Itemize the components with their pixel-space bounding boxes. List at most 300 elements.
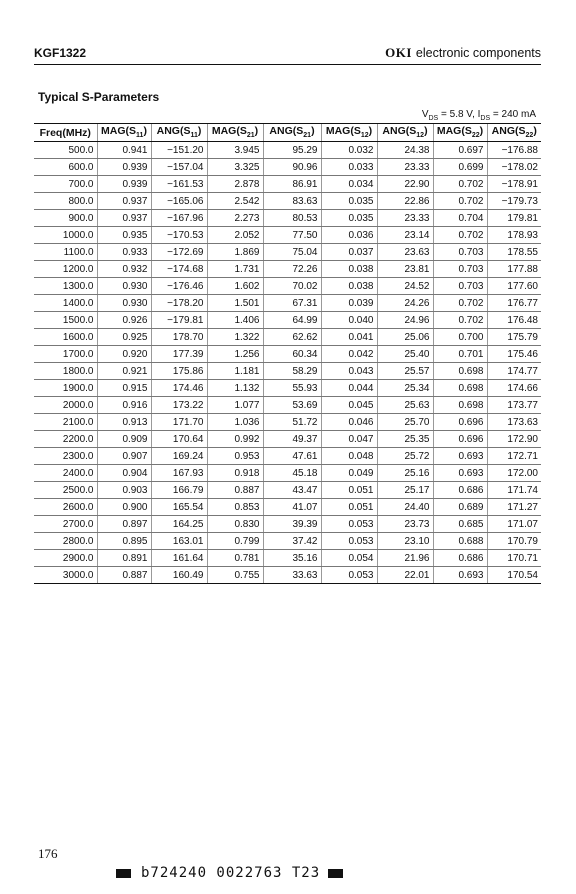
table-cell: −179.73 bbox=[487, 193, 541, 210]
column-header bbox=[487, 124, 541, 142]
column-header-close: ) bbox=[424, 125, 428, 138]
table-cell: 2.878 bbox=[207, 176, 263, 193]
table-cell: 0.913 bbox=[97, 414, 151, 431]
table-row bbox=[34, 176, 541, 193]
column-header bbox=[321, 124, 377, 142]
table-cell: 2300.0 bbox=[34, 448, 97, 465]
table-cell: 0.033 bbox=[321, 159, 377, 176]
barcode-line bbox=[116, 865, 343, 881]
ids-value: = 240 mA bbox=[490, 109, 536, 120]
table-cell: 2100.0 bbox=[34, 414, 97, 431]
column-header-base: Freq(MHz) bbox=[39, 126, 91, 139]
section-title: Typical S-Parameters bbox=[38, 90, 160, 104]
page-number: 176 bbox=[38, 846, 58, 861]
table-cell: −178.02 bbox=[487, 159, 541, 176]
column-header-close: ) bbox=[143, 125, 147, 138]
table-cell: 3.325 bbox=[207, 159, 263, 176]
table-cell: 167.93 bbox=[151, 465, 207, 482]
table-cell: 62.62 bbox=[263, 329, 321, 346]
table-cell: 23.63 bbox=[377, 244, 433, 261]
table-cell: 0.035 bbox=[321, 193, 377, 210]
table-cell: 171.70 bbox=[151, 414, 207, 431]
table-cell: 0.992 bbox=[207, 431, 263, 448]
table-cell: 1500.0 bbox=[34, 312, 97, 329]
table-cell: 60.34 bbox=[263, 346, 321, 363]
table-cell: 24.26 bbox=[377, 295, 433, 312]
table-cell: 0.686 bbox=[433, 550, 487, 567]
table-cell: 0.035 bbox=[321, 210, 377, 227]
table-cell: 0.900 bbox=[97, 499, 151, 516]
table-row bbox=[34, 499, 541, 516]
table-cell: 77.50 bbox=[263, 227, 321, 244]
table-cell: 35.16 bbox=[263, 550, 321, 567]
table-cell: 1.256 bbox=[207, 346, 263, 363]
table-row bbox=[34, 516, 541, 533]
table-cell: 1100.0 bbox=[34, 244, 97, 261]
table-cell: 0.042 bbox=[321, 346, 377, 363]
table-cell: 0.853 bbox=[207, 499, 263, 516]
table-cell: 2000.0 bbox=[34, 397, 97, 414]
table-cell: 0.053 bbox=[321, 516, 377, 533]
table-cell: 1.322 bbox=[207, 329, 263, 346]
table-cell: 0.037 bbox=[321, 244, 377, 261]
table-header-row bbox=[34, 124, 541, 142]
table-cell: 0.755 bbox=[207, 567, 263, 584]
column-header-close: ) bbox=[533, 125, 537, 138]
table-cell: 171.74 bbox=[487, 482, 541, 499]
column-header bbox=[97, 124, 151, 142]
block-mark-right bbox=[328, 869, 343, 878]
table-cell: 0.688 bbox=[433, 533, 487, 550]
table-cell: 37.42 bbox=[263, 533, 321, 550]
table-row bbox=[34, 482, 541, 499]
table-cell: 64.99 bbox=[263, 312, 321, 329]
column-header-sub: 22 bbox=[525, 132, 534, 140]
table-cell: 1.869 bbox=[207, 244, 263, 261]
table-cell: 0.698 bbox=[433, 397, 487, 414]
table-cell: 170.64 bbox=[151, 431, 207, 448]
table-row bbox=[34, 550, 541, 567]
table-cell: 170.79 bbox=[487, 533, 541, 550]
table-cell: 0.941 bbox=[97, 142, 151, 159]
table-cell: 174.77 bbox=[487, 363, 541, 380]
table-row bbox=[34, 414, 541, 431]
table-cell: 0.046 bbox=[321, 414, 377, 431]
table-cell: 0.704 bbox=[433, 210, 487, 227]
table-cell: 175.79 bbox=[487, 329, 541, 346]
table-cell: 174.46 bbox=[151, 380, 207, 397]
table-cell: 23.33 bbox=[377, 210, 433, 227]
table-cell: 2900.0 bbox=[34, 550, 97, 567]
table-cell: 0.903 bbox=[97, 482, 151, 499]
table-cell: 2.273 bbox=[207, 210, 263, 227]
vds-value: = 5.8 V, bbox=[438, 109, 478, 120]
table-cell: 0.703 bbox=[433, 261, 487, 278]
column-header bbox=[433, 124, 487, 142]
table-cell: −176.88 bbox=[487, 142, 541, 159]
table-row bbox=[34, 278, 541, 295]
table-cell: 45.18 bbox=[263, 465, 321, 482]
table-cell: 24.52 bbox=[377, 278, 433, 295]
table-cell: 23.33 bbox=[377, 159, 433, 176]
table-cell: 0.685 bbox=[433, 516, 487, 533]
table-cell: 0.891 bbox=[97, 550, 151, 567]
table-cell: 0.049 bbox=[321, 465, 377, 482]
table-cell: 179.81 bbox=[487, 210, 541, 227]
table-cell: 0.904 bbox=[97, 465, 151, 482]
table-cell: −161.53 bbox=[151, 176, 207, 193]
table-cell: −178.91 bbox=[487, 176, 541, 193]
column-header-base: ANG(S bbox=[382, 125, 417, 138]
table-cell: 0.036 bbox=[321, 227, 377, 244]
column-header-base: MAG(S bbox=[325, 125, 361, 138]
table-row bbox=[34, 533, 541, 550]
table-cell: 0.939 bbox=[97, 159, 151, 176]
table-cell: 25.40 bbox=[377, 346, 433, 363]
table-cell: 23.73 bbox=[377, 516, 433, 533]
table-cell: 24.40 bbox=[377, 499, 433, 516]
table-cell: 0.937 bbox=[97, 210, 151, 227]
table-cell: 0.702 bbox=[433, 176, 487, 193]
table-cell: 0.939 bbox=[97, 176, 151, 193]
table-row bbox=[34, 465, 541, 482]
table-cell: 47.61 bbox=[263, 448, 321, 465]
table-cell: 172.71 bbox=[487, 448, 541, 465]
table-cell: 49.37 bbox=[263, 431, 321, 448]
table-cell: 1.181 bbox=[207, 363, 263, 380]
column-header-sub: 21 bbox=[303, 132, 312, 140]
table-cell: 0.047 bbox=[321, 431, 377, 448]
table-cell: 0.935 bbox=[97, 227, 151, 244]
table-cell: 25.57 bbox=[377, 363, 433, 380]
table-cell: 177.88 bbox=[487, 261, 541, 278]
table-cell: 86.91 bbox=[263, 176, 321, 193]
table-cell: 0.895 bbox=[97, 533, 151, 550]
s-parameter-table bbox=[34, 123, 541, 584]
table-cell: −170.53 bbox=[151, 227, 207, 244]
table-cell: 25.16 bbox=[377, 465, 433, 482]
table-cell: 23.10 bbox=[377, 533, 433, 550]
table-cell: 1.501 bbox=[207, 295, 263, 312]
table-cell: 0.920 bbox=[97, 346, 151, 363]
table-cell: −178.20 bbox=[151, 295, 207, 312]
table-cell: 23.14 bbox=[377, 227, 433, 244]
table-cell: 166.79 bbox=[151, 482, 207, 499]
table-cell: 0.051 bbox=[321, 499, 377, 516]
table-cell: 174.66 bbox=[487, 380, 541, 397]
table-cell: 25.06 bbox=[377, 329, 433, 346]
table-cell: 0.953 bbox=[207, 448, 263, 465]
table-cell: 0.696 bbox=[433, 431, 487, 448]
table-cell: 0.897 bbox=[97, 516, 151, 533]
table-cell: 75.04 bbox=[263, 244, 321, 261]
column-header-base: MAG(S bbox=[211, 125, 247, 138]
table-cell: 2700.0 bbox=[34, 516, 97, 533]
page-header bbox=[34, 44, 541, 65]
column-header-base: MAG(S bbox=[436, 125, 472, 138]
table-cell: 0.925 bbox=[97, 329, 151, 346]
table-cell: 0.039 bbox=[321, 295, 377, 312]
table-cell: 22.90 bbox=[377, 176, 433, 193]
table-cell: 0.699 bbox=[433, 159, 487, 176]
table-cell: 171.07 bbox=[487, 516, 541, 533]
table-cell: 0.932 bbox=[97, 261, 151, 278]
table-cell: 900.0 bbox=[34, 210, 97, 227]
table-cell: 164.25 bbox=[151, 516, 207, 533]
table-row bbox=[34, 193, 541, 210]
column-header-sub: 11 bbox=[136, 132, 144, 140]
table-cell: 0.781 bbox=[207, 550, 263, 567]
table-cell: −176.46 bbox=[151, 278, 207, 295]
table-cell: 0.697 bbox=[433, 142, 487, 159]
table-cell: 0.930 bbox=[97, 295, 151, 312]
table-cell: 39.39 bbox=[263, 516, 321, 533]
table-cell: −179.81 bbox=[151, 312, 207, 329]
table-cell: 43.47 bbox=[263, 482, 321, 499]
table-cell: 177.60 bbox=[487, 278, 541, 295]
table-cell: 0.693 bbox=[433, 448, 487, 465]
column-header-close: ) bbox=[197, 125, 202, 138]
table-cell: 700.0 bbox=[34, 176, 97, 193]
table-cell: 0.044 bbox=[321, 380, 377, 397]
table-cell: 178.70 bbox=[151, 329, 207, 346]
table-cell: −151.20 bbox=[151, 142, 207, 159]
table-row bbox=[34, 380, 541, 397]
table-cell: 1200.0 bbox=[34, 261, 97, 278]
table-cell: 25.17 bbox=[377, 482, 433, 499]
table-cell: 1600.0 bbox=[34, 329, 97, 346]
table-cell: 0.034 bbox=[321, 176, 377, 193]
part-number: KGF1322 bbox=[34, 46, 87, 60]
table-row bbox=[34, 142, 541, 159]
table-cell: 53.69 bbox=[263, 397, 321, 414]
table-cell: −167.96 bbox=[151, 210, 207, 227]
table-cell: 3000.0 bbox=[34, 567, 97, 584]
table-cell: 25.70 bbox=[377, 414, 433, 431]
column-header-close: ) bbox=[254, 125, 259, 138]
table-cell: 72.26 bbox=[263, 261, 321, 278]
table-cell: 25.72 bbox=[377, 448, 433, 465]
table-cell: 175.46 bbox=[487, 346, 541, 363]
table-cell: 800.0 bbox=[34, 193, 97, 210]
column-header-close: ) bbox=[368, 125, 373, 138]
table-cell: 172.00 bbox=[487, 465, 541, 482]
table-cell: 178.55 bbox=[487, 244, 541, 261]
table-cell: 2500.0 bbox=[34, 482, 97, 499]
table-cell: 173.22 bbox=[151, 397, 207, 414]
column-header-sub: 21 bbox=[246, 132, 255, 140]
ids-label: I bbox=[477, 109, 481, 120]
table-cell: 0.043 bbox=[321, 363, 377, 380]
table-cell: 0.045 bbox=[321, 397, 377, 414]
table-row bbox=[34, 312, 541, 329]
table-cell: 70.02 bbox=[263, 278, 321, 295]
table-cell: 0.799 bbox=[207, 533, 263, 550]
table-cell: 0.693 bbox=[433, 465, 487, 482]
table-cell: 0.703 bbox=[433, 244, 487, 261]
table-cell: 83.63 bbox=[263, 193, 321, 210]
table-body bbox=[34, 142, 541, 584]
table-row bbox=[34, 159, 541, 176]
table-cell: 0.930 bbox=[97, 278, 151, 295]
table-cell: 0.703 bbox=[433, 278, 487, 295]
barcode-text: b724240 0022763 T23 bbox=[141, 865, 321, 881]
table-cell: 175.86 bbox=[151, 363, 207, 380]
table-row bbox=[34, 567, 541, 584]
table-cell: 41.07 bbox=[263, 499, 321, 516]
table-cell: 1000.0 bbox=[34, 227, 97, 244]
table-cell: 55.93 bbox=[263, 380, 321, 397]
table-cell: 173.77 bbox=[487, 397, 541, 414]
table-cell: 0.048 bbox=[321, 448, 377, 465]
table-row bbox=[34, 346, 541, 363]
table-cell: 90.96 bbox=[263, 159, 321, 176]
table-cell: −174.68 bbox=[151, 261, 207, 278]
column-header bbox=[207, 124, 263, 142]
table-cell: 163.01 bbox=[151, 533, 207, 550]
table-cell: 33.63 bbox=[263, 567, 321, 584]
oki-logo: OKI bbox=[385, 45, 412, 60]
table-row bbox=[34, 261, 541, 278]
table-cell: 0.696 bbox=[433, 414, 487, 431]
table-cell: 1900.0 bbox=[34, 380, 97, 397]
table-row bbox=[34, 397, 541, 414]
table-cell: −172.69 bbox=[151, 244, 207, 261]
table-cell: −165.06 bbox=[151, 193, 207, 210]
column-header-close: ) bbox=[479, 125, 484, 138]
brand-tagline: electronic components bbox=[415, 46, 541, 60]
column-header-base: ANG(S bbox=[491, 125, 526, 138]
table-cell: 170.71 bbox=[487, 550, 541, 567]
column-header-sub: 11 bbox=[190, 132, 198, 140]
table-cell: 169.24 bbox=[151, 448, 207, 465]
table-cell: 1700.0 bbox=[34, 346, 97, 363]
column-header-close: ) bbox=[311, 125, 315, 138]
table-cell: 0.830 bbox=[207, 516, 263, 533]
column-header-base: ANG(S bbox=[156, 125, 191, 138]
table-cell: 1300.0 bbox=[34, 278, 97, 295]
table-cell: 0.051 bbox=[321, 482, 377, 499]
table-cell: 0.887 bbox=[207, 482, 263, 499]
table-cell: 0.887 bbox=[97, 567, 151, 584]
table-cell: 80.53 bbox=[263, 210, 321, 227]
column-header bbox=[151, 124, 207, 142]
table-row bbox=[34, 244, 541, 261]
vds-label: V bbox=[421, 109, 429, 120]
table-cell: 0.689 bbox=[433, 499, 487, 516]
table-cell: 25.63 bbox=[377, 397, 433, 414]
table-cell: 0.700 bbox=[433, 329, 487, 346]
table-cell: 2400.0 bbox=[34, 465, 97, 482]
table-cell: 2.542 bbox=[207, 193, 263, 210]
table-cell: 0.701 bbox=[433, 346, 487, 363]
table-cell: 177.39 bbox=[151, 346, 207, 363]
table-cell: 165.54 bbox=[151, 499, 207, 516]
table-cell: 0.921 bbox=[97, 363, 151, 380]
table-cell: 0.702 bbox=[433, 193, 487, 210]
brand bbox=[385, 45, 541, 61]
column-header bbox=[34, 124, 97, 142]
table-cell: 0.926 bbox=[97, 312, 151, 329]
table-cell: 0.053 bbox=[321, 533, 377, 550]
table-row bbox=[34, 431, 541, 448]
table-cell: 600.0 bbox=[34, 159, 97, 176]
table-cell: 2.052 bbox=[207, 227, 263, 244]
table-cell: 176.48 bbox=[487, 312, 541, 329]
table-cell: 2200.0 bbox=[34, 431, 97, 448]
table-cell: 3.945 bbox=[207, 142, 263, 159]
table-cell: 0.698 bbox=[433, 363, 487, 380]
table-cell: 500.0 bbox=[34, 142, 97, 159]
table-cell: 170.54 bbox=[487, 567, 541, 584]
table-cell: 0.041 bbox=[321, 329, 377, 346]
table-cell: 0.054 bbox=[321, 550, 377, 567]
table-row bbox=[34, 210, 541, 227]
column-header-base: MAG(S bbox=[101, 125, 137, 138]
column-header bbox=[377, 124, 433, 142]
table-cell: 25.35 bbox=[377, 431, 433, 448]
table-cell: 0.038 bbox=[321, 278, 377, 295]
table-row bbox=[34, 329, 541, 346]
table-cell: 51.72 bbox=[263, 414, 321, 431]
table-cell: 173.63 bbox=[487, 414, 541, 431]
table-cell: 21.96 bbox=[377, 550, 433, 567]
table-cell: 0.909 bbox=[97, 431, 151, 448]
table-cell: 1.406 bbox=[207, 312, 263, 329]
table-cell: 24.38 bbox=[377, 142, 433, 159]
column-header-base: ANG(S bbox=[269, 125, 304, 138]
table-cell: 1.731 bbox=[207, 261, 263, 278]
table-cell: 0.702 bbox=[433, 227, 487, 244]
table-cell: 23.81 bbox=[377, 261, 433, 278]
table-cell: 1.132 bbox=[207, 380, 263, 397]
table-cell: 67.31 bbox=[263, 295, 321, 312]
table-cell: 22.86 bbox=[377, 193, 433, 210]
table-cell: 1.602 bbox=[207, 278, 263, 295]
table-cell: 1.077 bbox=[207, 397, 263, 414]
table-cell: 172.90 bbox=[487, 431, 541, 448]
table-cell: 2600.0 bbox=[34, 499, 97, 516]
table-row bbox=[34, 295, 541, 312]
block-mark-left bbox=[116, 869, 131, 878]
table-cell: 1400.0 bbox=[34, 295, 97, 312]
column-header-sub: 12 bbox=[416, 132, 425, 140]
table-cell: 178.93 bbox=[487, 227, 541, 244]
table-cell: 22.01 bbox=[377, 567, 433, 584]
column-header-sub: 22 bbox=[471, 132, 480, 140]
table-cell: 58.29 bbox=[263, 363, 321, 380]
table-cell: 160.49 bbox=[151, 567, 207, 584]
table-cell: 0.698 bbox=[433, 380, 487, 397]
table-cell: 171.27 bbox=[487, 499, 541, 516]
table-cell: 161.64 bbox=[151, 550, 207, 567]
table-cell: 25.34 bbox=[377, 380, 433, 397]
table-cell: 1.036 bbox=[207, 414, 263, 431]
table-cell: 0.915 bbox=[97, 380, 151, 397]
table-cell: 0.032 bbox=[321, 142, 377, 159]
table-cell: 176.77 bbox=[487, 295, 541, 312]
bias-conditions bbox=[422, 109, 536, 122]
table-cell: 0.702 bbox=[433, 312, 487, 329]
table-cell: 0.686 bbox=[433, 482, 487, 499]
table-cell: 0.053 bbox=[321, 567, 377, 584]
table-cell: 0.038 bbox=[321, 261, 377, 278]
vds-sub: DS bbox=[428, 115, 439, 122]
ids-sub: DS bbox=[480, 115, 491, 122]
table-cell: 24.96 bbox=[377, 312, 433, 329]
table-cell: 0.907 bbox=[97, 448, 151, 465]
column-header-sub: 12 bbox=[360, 132, 369, 140]
